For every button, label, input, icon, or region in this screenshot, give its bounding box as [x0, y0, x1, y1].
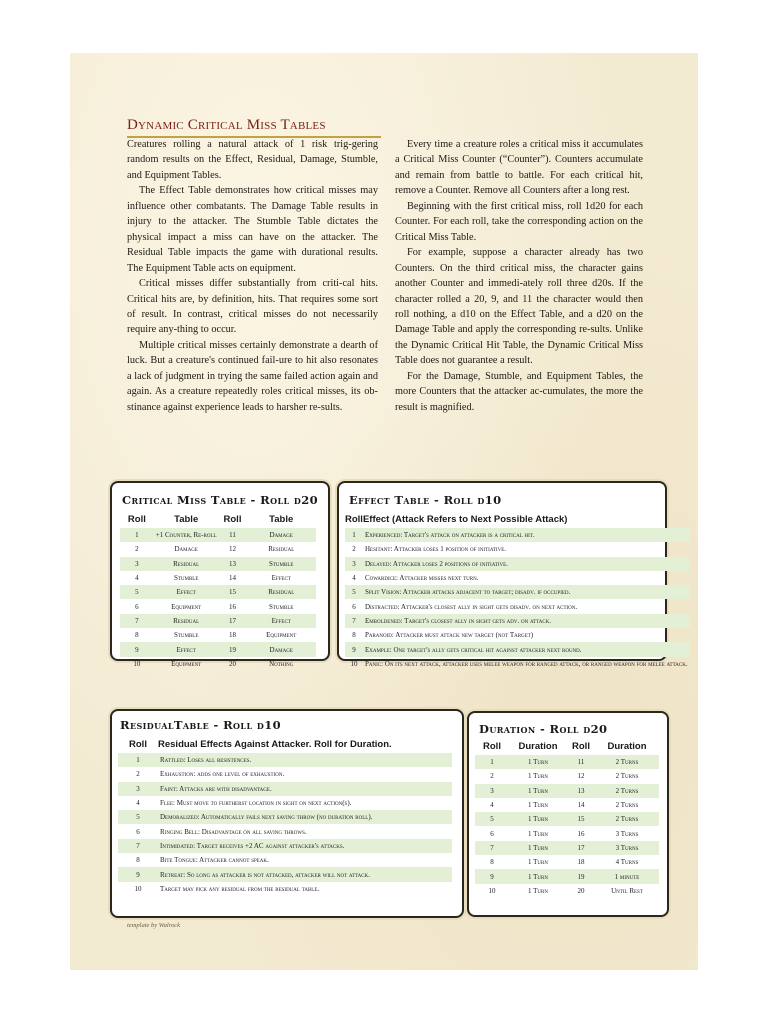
table-cell: Exhaustion: adds one level of exhaustion. [160, 770, 285, 779]
table-cell: 6 [136, 827, 140, 836]
table-row [345, 628, 690, 642]
table-row [120, 585, 316, 599]
table-cell: 6 [352, 602, 356, 611]
table-cell: Residual [154, 614, 219, 628]
table-cell: Cowardice: Attacker misses next turn. [364, 574, 479, 583]
table-cell: 6 [490, 829, 494, 838]
table-row [120, 528, 316, 542]
table-cell: 1 Turn [509, 841, 567, 855]
table-cell: 10 [133, 659, 141, 668]
table-row [475, 769, 659, 783]
table-cell: Residual [246, 585, 316, 599]
table-row [475, 855, 659, 869]
table-cell: Paranoid: Attacker must attack new target (not Target) [364, 631, 534, 640]
table-cell: 5 [345, 585, 363, 599]
table-cell: Damage [246, 528, 316, 542]
residual-table-title: ResidualTable - Roll d10 [120, 718, 282, 732]
paragraph: Beginning with the first critical miss, roll 1d20 for each Counter. For each roll, take the corresponding action on the Critical Miss Table. [395, 200, 643, 243]
table-row [120, 599, 316, 613]
table-cell: 4 [135, 574, 139, 583]
table-cell: 1 Turn [528, 801, 548, 810]
table-cell: Equipment [171, 659, 202, 668]
column-header: Roll [223, 514, 242, 525]
table-row [120, 557, 316, 571]
table-cell: 8 [490, 858, 494, 867]
table-cell: Damage [246, 642, 316, 656]
table-cell: Bite Tongue: Attacker cannot speak. [160, 856, 269, 865]
table-cell: 5 [118, 810, 158, 824]
residual-table [118, 736, 452, 896]
table-cell: 14 [577, 801, 585, 810]
critical-miss-table [120, 511, 316, 671]
table-cell: 5 [475, 812, 509, 826]
table-cell: 8 [135, 631, 139, 640]
table-cell: 20 [229, 659, 236, 668]
table-cell: Residual [268, 545, 295, 554]
table-row [118, 853, 452, 867]
table-cell: 1 Turn [528, 858, 548, 867]
table-row [475, 826, 659, 840]
table-cell: 1 Turn [528, 886, 548, 895]
column-header: Table [269, 514, 294, 525]
table-cell: 1 Turn [509, 755, 567, 769]
table-cell: 4 [490, 801, 494, 810]
table-cell: Stumble [246, 557, 316, 571]
table-cell: Experienced: Target's attack on attacker is a critical hit. [363, 528, 690, 542]
table-cell: 19 [567, 869, 595, 883]
table-cell: 19 [219, 642, 247, 656]
table-cell: 1 [118, 753, 158, 767]
critical-miss-table-box [110, 481, 330, 668]
table-cell: Effect [154, 642, 219, 656]
table-row [475, 884, 659, 898]
table-row [118, 753, 452, 767]
table-cell: 2 Turns [615, 801, 639, 810]
table-row [475, 841, 659, 855]
residual-table-box [110, 709, 464, 918]
paragraph: Multiple critical misses certainly demonstrate a dearth of luck. But a creature's continued fail-ure to hit also resonates a lack of judgment in trying the same failed action again and again. As a creature repeatedly roles critical misses, its ob-stinance against experience leads to harsher re-sults. [127, 339, 378, 413]
table-row [345, 599, 690, 613]
column-header: Duration [518, 741, 558, 752]
table-cell: 1 Turn [509, 812, 567, 826]
table-cell: 1 Turn [528, 829, 548, 838]
table-cell: 1 Turn [528, 772, 548, 781]
duration-table-title: Duration - Roll d20 [479, 722, 608, 736]
table-row [120, 571, 316, 585]
table-cell: 2 Turns [615, 772, 639, 781]
paragraph: For the Damage, Stumble, and Equipment Tables, the more Counters that the attacker ac-cumulates, the more the result is magnified. [395, 370, 643, 413]
paragraph: Creatures rolling a natural attack of 1 risk trig-gering random results on the Effect, Residual, Damage, Stumble, and Equipment Tables. [127, 139, 378, 181]
duration-table-box [467, 711, 669, 917]
table-cell: Retreat: So long as attacker is not attacked, attacker will not attack. [158, 867, 452, 881]
table-cell: 3 [475, 784, 509, 798]
table-row [475, 755, 659, 769]
table-cell: 7 [475, 841, 509, 855]
critical-miss-table-title: Critical Miss Table - Roll d20 [122, 493, 319, 507]
table-cell: Delayed: Attacker loses 2 positions of initiative. [363, 557, 690, 571]
table-row [345, 657, 690, 671]
table-row [118, 767, 452, 781]
table-row [120, 628, 316, 642]
table-cell: Effect [271, 574, 291, 583]
table-row [345, 585, 690, 599]
table-cell: Ringing Bell: Disadvantage on all saving throws. [160, 827, 307, 836]
table-cell: 10 [134, 884, 142, 893]
column-header: Effect (Attack Refers to Next Possible Attack) [362, 514, 568, 525]
table-cell: 7 [118, 839, 158, 853]
effect-table-box [337, 481, 688, 668]
table-row [475, 798, 659, 812]
table-cell: Damage [174, 545, 198, 554]
column-header: Table [174, 514, 199, 525]
effect-table [345, 511, 690, 671]
table-cell: Until Rest [611, 886, 643, 895]
column-header: Roll [129, 739, 147, 750]
table-cell: 17 [219, 614, 247, 628]
effect-table-title: Effect Table - Roll d10 [349, 493, 502, 507]
table-cell: 1 [475, 755, 509, 769]
table-cell: 1 Turn [509, 869, 567, 883]
column-header: Roll [345, 514, 363, 525]
table-row [120, 542, 316, 556]
table-cell: 1 [120, 528, 154, 542]
table-cell: 18 [229, 631, 236, 640]
table-row [118, 867, 452, 881]
table-cell: 10 [488, 886, 496, 895]
table-row [120, 614, 316, 628]
paragraph: Critical misses differ substantially from criti-cal hits. Critical hits are, by definition, hits. That requires some sort of result. In contrast, critical misses do not necessarily require any-thing to occur. [127, 278, 378, 336]
table-cell: Emboldened: Target's closest ally in sight gets adv. on attack. [363, 614, 690, 628]
table-row [120, 657, 316, 671]
table-cell: 1 [345, 528, 363, 542]
table-cell: 4 [136, 799, 140, 808]
page-title: Dynamic Critical Miss Tables [127, 117, 326, 133]
table-row [118, 810, 452, 824]
table-cell: 17 [567, 841, 595, 855]
table-cell: 2 Turns [595, 755, 659, 769]
table-cell: Stumble [268, 602, 294, 611]
table-cell: 3 Turns [615, 829, 639, 838]
text-column-left [127, 137, 378, 415]
table-cell: 12 [229, 545, 236, 554]
table-cell: Stumble [173, 574, 199, 583]
table-cell: 3 [118, 782, 158, 796]
table-cell: 15 [219, 585, 247, 599]
table-cell: Rattled: Loses all resistences. [158, 753, 452, 767]
paragraph: Every time a creature roles a critical miss it accumulates a Critical Miss Counter (“Counter”). Counters accumulate and remain from battle to battle. For each critical hit, remove a Counter. Remove all Counters after a long rest. [395, 139, 643, 197]
table-cell: 2 [490, 772, 494, 781]
table-row [345, 571, 690, 585]
table-row [118, 824, 452, 838]
paragraph: For example, suppose a character already has two Counters. On the third critical miss, the character gains another Counter and immedi-ately roll three d20s. If the character rolled a 20, 9, and 11 the character would then roll nothing, a d10 on the Effect Table, and a d20 on the Damage Table and apply the corresponding re-sults. Unlike the Dynamic Critical Hit Table, the Dynamic Critical Miss Table does not guarantee a result. [395, 247, 643, 367]
table-cell: 9 [345, 642, 363, 656]
column-header: Roll [572, 741, 590, 752]
table-cell: 7 [345, 614, 363, 628]
table-cell: 3 [345, 557, 363, 571]
table-cell: Stumble [173, 631, 199, 640]
table-cell: 9 [475, 869, 509, 883]
table-cell: 7 [120, 614, 154, 628]
table-cell: 9 [120, 642, 154, 656]
table-cell: 15 [567, 812, 595, 826]
table-cell: Nothing [269, 659, 294, 668]
table-cell: +1 Counter, Re-roll [154, 528, 219, 542]
table-cell: 3 Turns [595, 841, 659, 855]
table-row [120, 642, 316, 656]
table-cell: 11 [219, 528, 247, 542]
table-cell: 2 [352, 545, 356, 554]
column-header: Duration [607, 741, 647, 752]
table-cell: 5 [120, 585, 154, 599]
table-cell: Intimidated: Target receives +2 AC against attacker's attacks. [158, 839, 452, 853]
table-cell: 16 [229, 602, 236, 611]
table-cell: 13 [567, 784, 595, 798]
table-cell: Residual [154, 557, 219, 571]
table-cell: Equipment [171, 602, 202, 611]
table-cell: Hesitant: Attacker loses 1 position of initiative. [364, 545, 507, 554]
table-row [345, 557, 690, 571]
table-cell: 1 minute [595, 869, 659, 883]
table-cell: 6 [135, 602, 139, 611]
table-row [118, 839, 452, 853]
column-header: Roll [127, 514, 146, 525]
paragraph: The Effect Table demonstrates how critical misses may influence other combatants. The Damage Table results in injury to the attacker. The Stumble Table dictates the physical impact a miss can have on the attacker. The Residual Table impacts the game with durational results. The Equipment Table acts on equipment. [127, 185, 378, 274]
column-header: Roll [483, 741, 501, 752]
table-cell: 2 [136, 770, 140, 779]
table-cell: 4 Turns [615, 858, 639, 867]
duration-table [475, 738, 659, 898]
table-cell: Panic: On its next attack, attacker uses melee weapon for ranged attack, or ranged weapon for melee attack. [364, 659, 688, 668]
table-cell: 13 [219, 557, 247, 571]
table-cell: 11 [567, 755, 595, 769]
table-cell: Target may pick any residual from the residual table. [160, 884, 320, 893]
table-cell: 16 [577, 829, 585, 838]
table-cell: Effect [246, 614, 316, 628]
table-cell: Faint: Attacks are with disadvantage. [158, 782, 452, 796]
table-cell: 12 [577, 772, 585, 781]
table-cell: Effect [154, 585, 219, 599]
table-cell: 2 Turns [595, 784, 659, 798]
table-cell: 2 [135, 545, 139, 554]
table-cell: 4 [352, 574, 356, 583]
table-row [345, 614, 690, 628]
template-credit: template by Walrock [127, 922, 180, 929]
table-row [345, 642, 690, 656]
table-cell: 10 [350, 659, 358, 668]
table-cell: 9 [118, 867, 158, 881]
table-row [345, 542, 690, 556]
table-cell: 8 [352, 631, 356, 640]
table-row [345, 528, 690, 542]
text-column-right [395, 137, 643, 415]
table-cell: 18 [577, 858, 585, 867]
table-cell: Example: One target's ally gets critical hit against attacker next round. [363, 642, 690, 656]
table-row [475, 869, 659, 883]
table-row [475, 784, 659, 798]
table-cell: 8 [136, 856, 140, 865]
table-row [118, 796, 452, 810]
table-cell: Equipment [266, 631, 297, 640]
table-cell: 1 Turn [509, 784, 567, 798]
table-row [475, 812, 659, 826]
table-cell: 2 Turns [595, 812, 659, 826]
table-row [118, 882, 452, 896]
column-header: Residual Effects Against Attacker. Roll for Duration. [158, 739, 392, 750]
table-cell: 14 [229, 574, 236, 583]
table-cell: Split Vision: Attacker attacks adjacent to target; disadv. if occupied. [363, 585, 690, 599]
table-cell: Flee: Must move to furtherst location in sight on next action(s). [160, 799, 352, 808]
table-row [118, 782, 452, 796]
table-cell: Distracted: Attacker's closest ally in sight gets disadv. on next action. [364, 602, 578, 611]
table-cell: 20 [577, 886, 585, 895]
table-cell: 3 [120, 557, 154, 571]
table-cell: Demoralized: Automatically fails next saving throw (no duration roll). [158, 810, 452, 824]
